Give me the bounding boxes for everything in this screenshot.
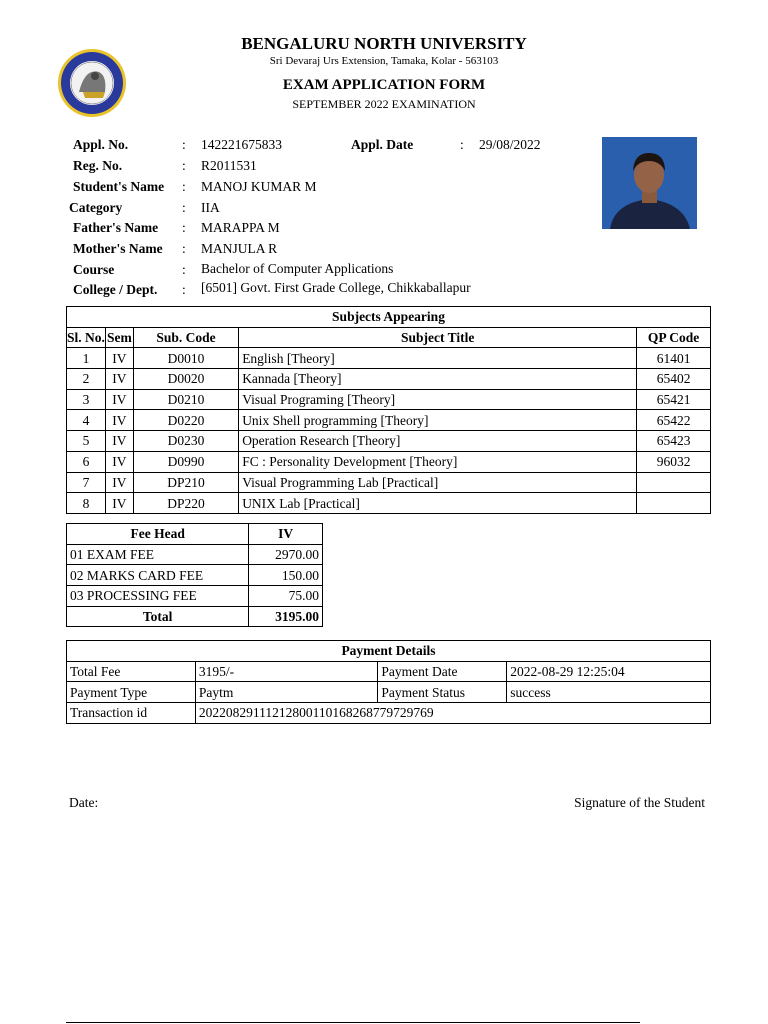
table-row (67, 369, 711, 390)
payment-type-value: Paytm (195, 682, 378, 703)
colon: : (182, 158, 186, 173)
table-row (67, 661, 711, 682)
table-row (67, 389, 711, 410)
university-address: Sri Devaraj Urs Extension, Tamaka, Kolar - 563103 (269, 55, 499, 67)
colon: : (182, 262, 186, 277)
col-qp-code: QP Code (637, 327, 711, 348)
table-row (67, 703, 711, 724)
table-row (67, 348, 711, 369)
sem: IV (105, 451, 133, 472)
appl-no-value: 142221675833 (201, 137, 282, 152)
fee-total-row (67, 606, 323, 627)
signature-label: Signature of the Student (574, 795, 705, 810)
qp-code: 65402 (637, 369, 711, 390)
sub-code: D0010 (133, 348, 238, 369)
qp-code (637, 472, 711, 493)
sl-no: 2 (67, 369, 106, 390)
subject-title: Unix Shell programming [Theory] (239, 410, 637, 431)
colon: : (182, 137, 186, 152)
fee-head: 03 PROCESSING FEE (67, 586, 249, 607)
table-row (67, 682, 711, 703)
sub-code: D0020 (133, 369, 238, 390)
mother-name-label: Mother's Name (73, 241, 163, 256)
colon: : (182, 200, 186, 215)
subject-title: FC : Personality Development [Theory] (239, 451, 637, 472)
sub-code: D0230 (133, 431, 238, 452)
colon: : (182, 282, 186, 297)
table-row (67, 410, 711, 431)
fee-amount: 2970.00 (249, 544, 323, 565)
college-label: College / Dept. (73, 282, 158, 297)
appl-date-label: Appl. Date (351, 137, 414, 152)
sub-code: D0220 (133, 410, 238, 431)
qp-code: 65421 (637, 389, 711, 410)
col-fee-head: Fee Head (67, 524, 249, 545)
subjects-table (66, 306, 711, 514)
payment-heading: Payment Details (67, 641, 711, 662)
table-row (67, 472, 711, 493)
reg-no-value: R2011531 (201, 158, 257, 173)
payment-date-value: 2022-08-29 12:25:04 (507, 661, 711, 682)
course-value: Bachelor of Computer Applications (201, 261, 394, 276)
category-value: IIA (201, 200, 220, 215)
payment-status-value: success (507, 682, 711, 703)
payment-date-label: Payment Date (378, 661, 507, 682)
qp-code (637, 493, 711, 514)
transaction-id-value: 20220829111212800110168268779729769 (195, 703, 710, 724)
sub-code: DP220 (133, 493, 238, 514)
fee-table (66, 523, 323, 627)
transaction-label: Transaction id (67, 703, 196, 724)
table-row (67, 493, 711, 514)
qp-code: 61401 (637, 348, 711, 369)
total-fee-label: Total Fee (67, 661, 196, 682)
appl-no-label: Appl. No. (73, 137, 129, 152)
qp-code: 96032 (637, 451, 711, 472)
col-subject-title: Subject Title (239, 327, 637, 348)
sl-no: 7 (67, 472, 106, 493)
qp-code: 65422 (637, 410, 711, 431)
college-value: [6501] Govt. First Grade College, Chikkaballapur (201, 280, 471, 295)
sem: IV (105, 472, 133, 493)
fee-header-row (67, 524, 323, 545)
colon: : (182, 220, 186, 235)
sem: IV (105, 493, 133, 514)
subject-title: UNIX Lab [Practical] (239, 493, 637, 514)
subjects-heading: Subjects Appearing (67, 307, 711, 328)
course-label: Course (73, 262, 115, 277)
subjects-heading-row (67, 307, 711, 328)
subject-title: Visual Programing [Theory] (239, 389, 637, 410)
appl-date-value: 29/08/2022 (479, 137, 541, 152)
col-semester: IV (249, 524, 323, 545)
fee-total-value: 3195.00 (249, 606, 323, 627)
colon: : (460, 137, 464, 152)
sub-code: DP210 (133, 472, 238, 493)
category-label: Category (69, 200, 123, 215)
subject-title: Kannada [Theory] (239, 369, 637, 390)
reg-no-label: Reg. No. (73, 158, 123, 173)
table-row (67, 431, 711, 452)
sl-no: 5 (67, 431, 106, 452)
colon: : (182, 179, 186, 194)
table-row (67, 586, 323, 607)
father-name-label: Father's Name (73, 220, 159, 235)
fee-head: 01 EXAM FEE (67, 544, 249, 565)
student-name-value: MANOJ KUMAR M (201, 179, 317, 194)
table-row (67, 451, 711, 472)
fee-amount: 150.00 (249, 565, 323, 586)
payment-heading-row (67, 641, 711, 662)
sl-no: 3 (67, 389, 106, 410)
subjects-header-row (67, 327, 711, 348)
divider (66, 1022, 640, 1023)
fee-head: 02 MARKS CARD FEE (67, 565, 249, 586)
sl-no: 8 (67, 493, 106, 514)
subject-title: Operation Research [Theory] (239, 431, 637, 452)
sub-code: D0990 (133, 451, 238, 472)
col-sub-code: Sub. Code (133, 327, 238, 348)
subject-title: Visual Programming Lab [Practical] (239, 472, 637, 493)
sl-no: 6 (67, 451, 106, 472)
form-title: EXAM APPLICATION FORM (282, 77, 486, 93)
sub-code: D0210 (133, 389, 238, 410)
fee-amount: 75.00 (249, 586, 323, 607)
exam-session: SEPTEMBER 2022 EXAMINATION (292, 97, 476, 111)
date-label: Date: (69, 795, 99, 810)
student-photo (602, 137, 697, 229)
fee-total-label: Total (67, 606, 249, 627)
father-name-value: MARAPPA M (201, 220, 280, 235)
sl-no: 1 (67, 348, 106, 369)
sem: IV (105, 369, 133, 390)
table-row (67, 544, 323, 565)
student-name-label: Student's Name (73, 179, 165, 194)
subject-title: English [Theory] (239, 348, 637, 369)
payment-table (66, 640, 711, 724)
mother-name-value: MANJULA R (201, 241, 278, 256)
col-sl-no: Sl. No. (67, 327, 106, 348)
table-row (67, 565, 323, 586)
payment-status-label: Payment Status (378, 682, 507, 703)
sl-no: 4 (67, 410, 106, 431)
sem: IV (105, 431, 133, 452)
qp-code: 65423 (637, 431, 711, 452)
total-fee-value: 3195/- (195, 661, 378, 682)
university-name: BENGALURU NORTH UNIVERSITY (241, 34, 527, 53)
sem: IV (105, 389, 133, 410)
sem: IV (105, 348, 133, 369)
payment-type-label: Payment Type (67, 682, 196, 703)
col-sem: Sem (105, 327, 133, 348)
sem: IV (105, 410, 133, 431)
colon: : (182, 241, 186, 256)
